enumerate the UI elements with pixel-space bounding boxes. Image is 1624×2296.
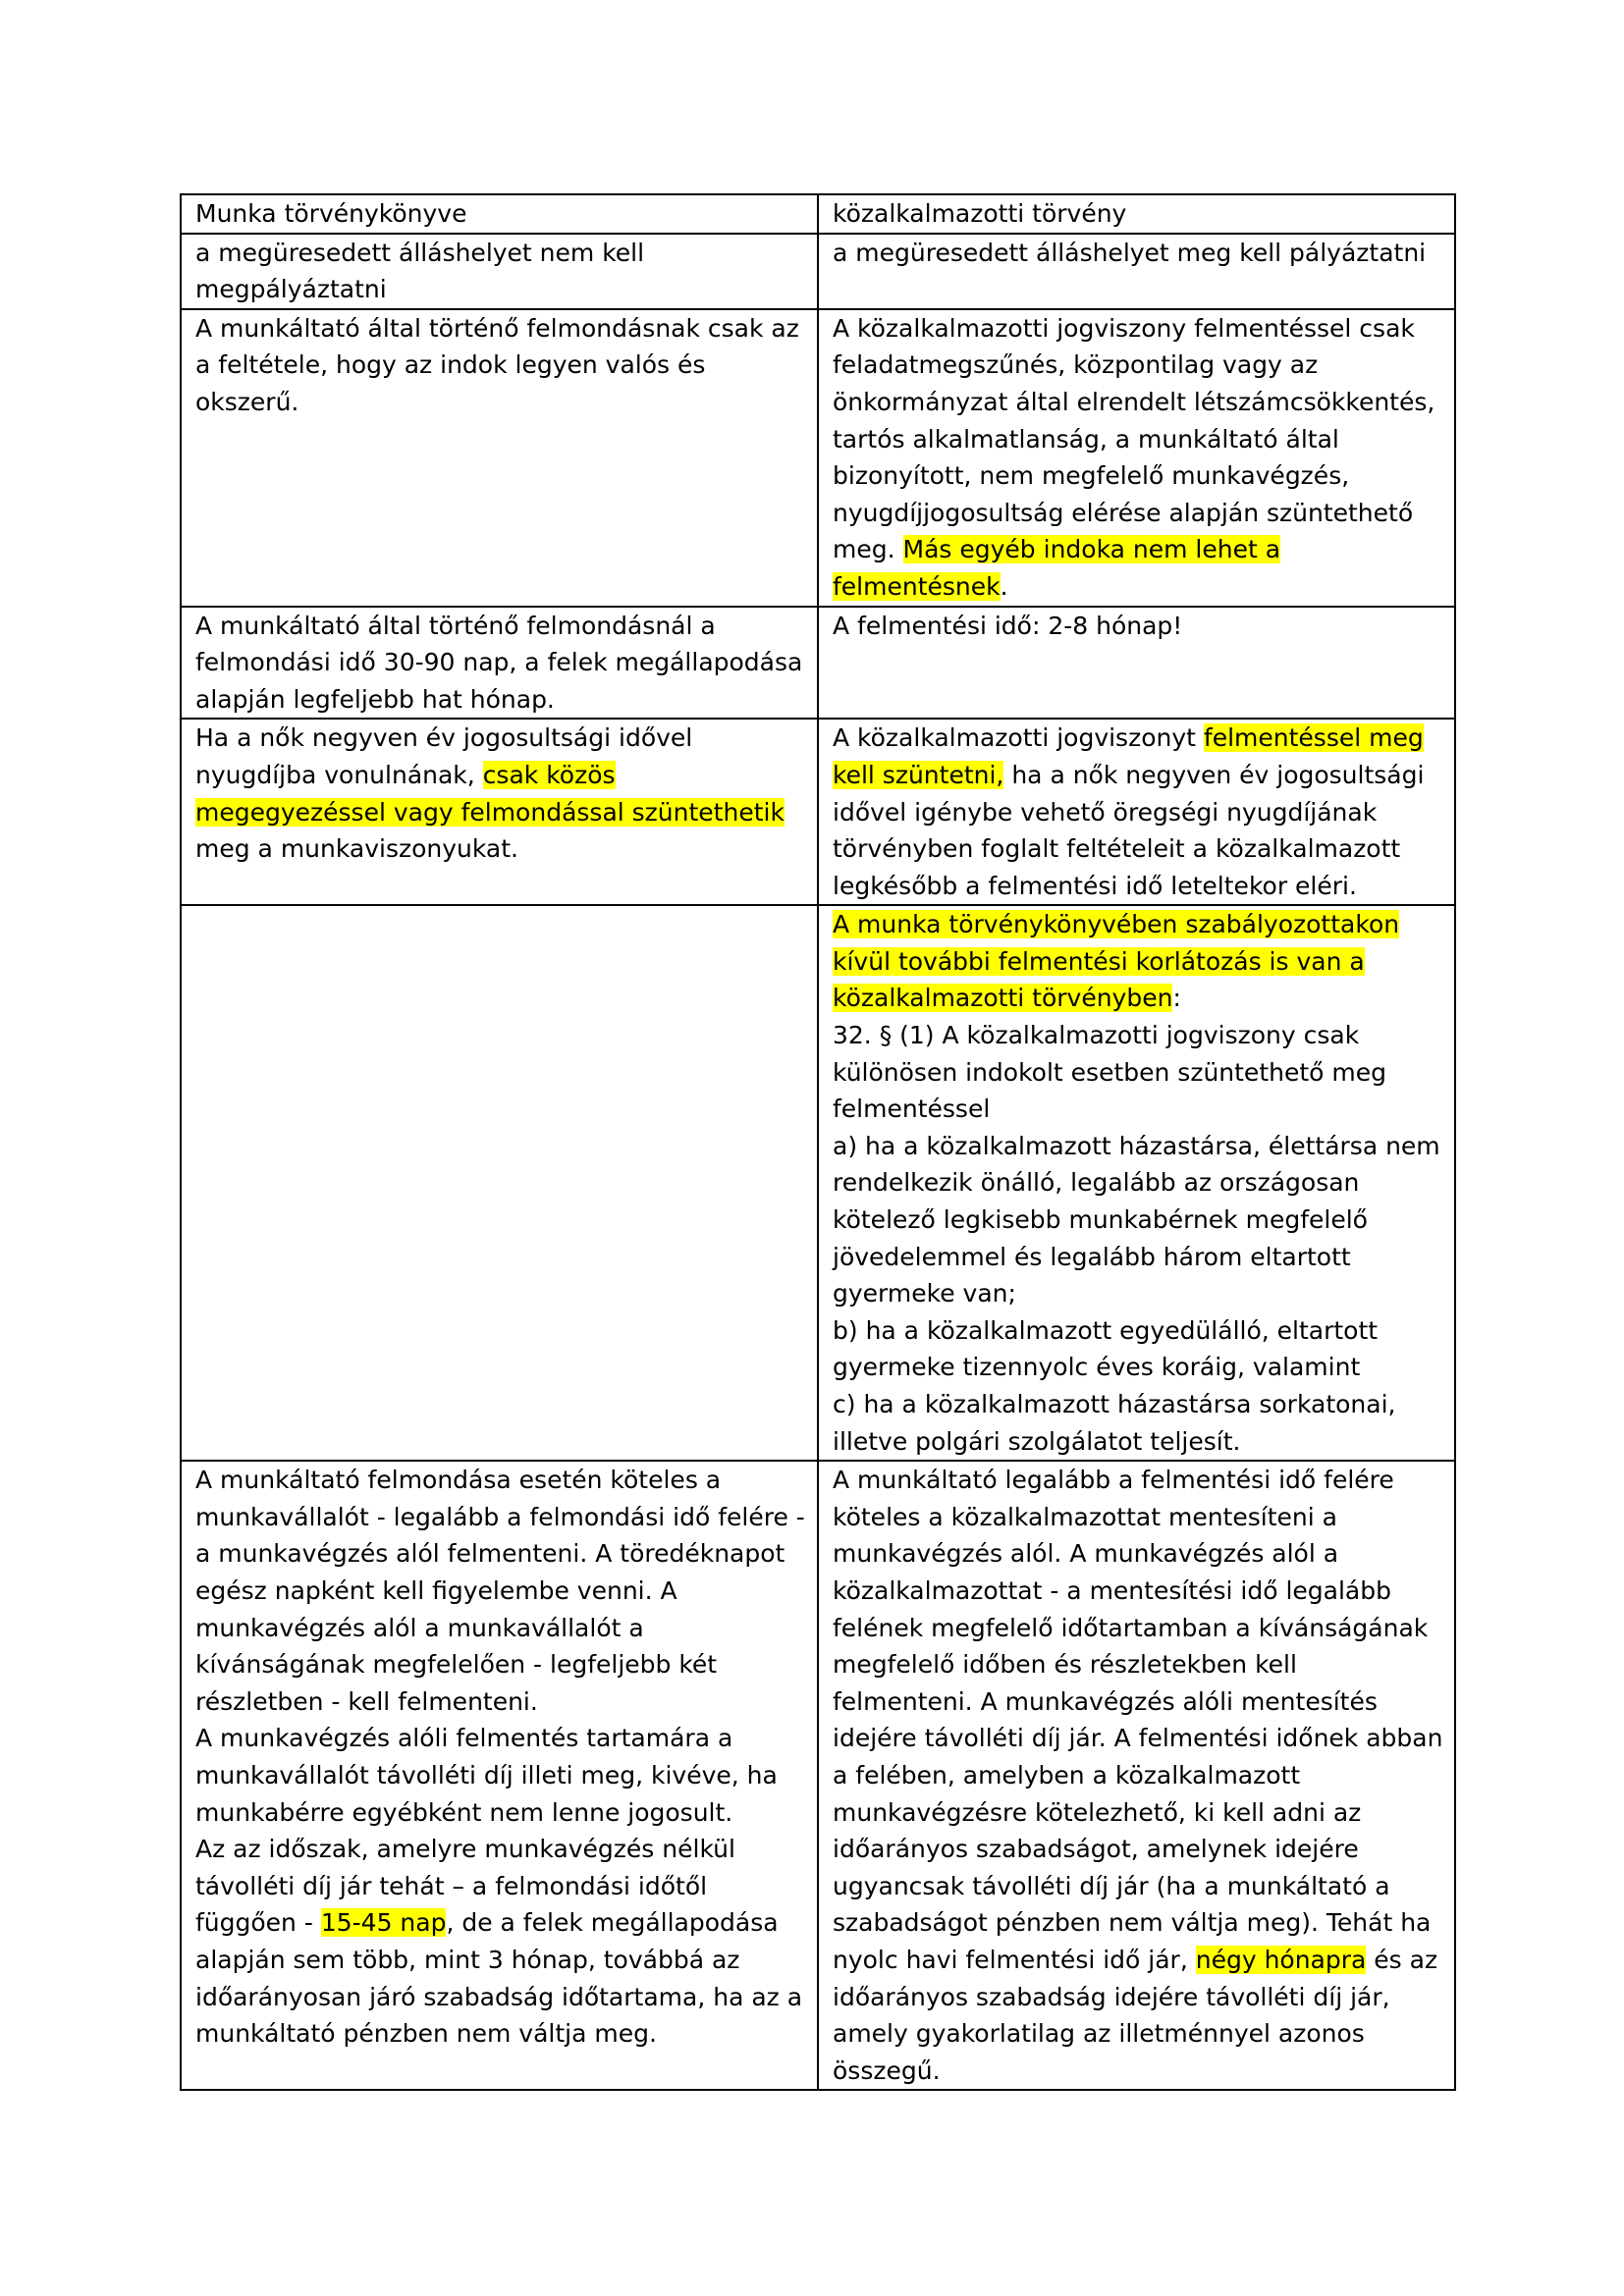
highlighted-text: csak közös megegyezéssel vagy felmondással szüntethetik: [195, 760, 785, 827]
cell-text: Ha a nők negyven év jogosultsági idővel nyugdíjba vonulnának,: [195, 723, 693, 789]
cell-text: meg a munkaviszonyukat.: [195, 834, 518, 864]
table-row: [181, 309, 1455, 607]
cell-text: A közalkalmazotti jogviszony felmentéssel csak feladatmegszűnés, központilag vagy az önkormányzat által elrendelt létszámcsökkentés, tartós alkalmatlanság, a munkáltató által bizonyított, nem megfelelő munkavégzés, nyugdíjjogosultság elérése alapján szüntethető meg.: [833, 313, 1435, 564]
highlighted-text: felmentéssel meg kell szüntetni,: [833, 723, 1424, 789]
table-row: [181, 1461, 1455, 2090]
cell-text: .: [1000, 571, 1008, 601]
cell-left: A munkáltató által történő felmondásnak csak az a feltétele, hogy az indok legyen valós és okszerű.: [181, 309, 818, 607]
paragraph: A munkáltató felmondása esetén köteles a munkavállalót - legalább a felmondási idő felére - a munkavégzés alól felmenteni. A töredéknapot egész napként kell figyelembe venni. A munkavégzés alól a munkavállalót a kívánságának megfelelően - legfeljebb két részletben - kell felmenteni.: [195, 1466, 805, 1716]
cell-right: [818, 1461, 1455, 2090]
table-header-row: [181, 194, 1455, 234]
table-row: [181, 719, 1455, 905]
cell-text: :: [1172, 984, 1181, 1013]
cell-right: [818, 309, 1455, 607]
cell-right: [818, 719, 1455, 905]
cell-left: A munkáltató által történő felmondásnál a felmondási idő 30-90 nap, a felek megállapodása alapján legfeljebb hat hónap.: [181, 607, 818, 720]
cell-text: ha a nők negyven év jogosultsági idővel igénybe vehető öregségi nyugdíjának törvényben foglalt feltételeit a közalkalmazott legkésőbb a felmentési idő leteltekor eléri.: [833, 760, 1425, 900]
cell-text: A munkáltató legalább a felmentési idő felére köteles a közalkalmazottat mentesíteni a munkavégzés alól. A munkavégzés alól a közalkalmazottat - a mentesítési idő legalább felének megfelelő időtartamban a kívánságának megfelelő időben és részletekben kell felmenteni. A munkavégzés alóli mentesítés idejére távolléti díj jár. A felmentési időnek abban a felében, amelyben a közalkalmazott munkavégzésre kötelezhető, ki kell adni az időarányos szabadságot, amelynek idejére ugyancsak távolléti díj jár (ha a munkáltató a szabadságot pénzben nem váltja meg). Tehát ha nyolc havi felmentési idő jár,: [833, 1466, 1443, 1974]
cell-text: , de a felek megállapodása alapján sem több, mint 3 hónap, továbbá az időarányosan járó szabadság időtartama, ha az a munkáltató pénzben nem váltja meg.: [195, 1908, 803, 2049]
cell-text: Az az időszak, amelyre munkavégzés nélkül távolléti díj jár tehát – a felmondási időtől függően -: [195, 1835, 735, 1938]
highlighted-text: A munka törvénykönyvében szabályozottakon kívül további felmentési korlátozás is van a közalkalmazotti törvényben: [833, 910, 1400, 1013]
section-paragraph: 32. § (1) A közalkalmazotti jogviszony csak különösen indokolt esetben szüntethető meg felmentéssel: [833, 1021, 1386, 1124]
cell-left-empty: [181, 905, 818, 1461]
highlighted-text: négy hónapra: [1195, 1946, 1367, 1974]
comparison-table: [180, 193, 1456, 2091]
list-item: c) ha a közalkalmazott házastársa sorkatonai, illetve polgári szolgálatot teljesít.: [833, 1390, 1396, 1456]
cell-right: A felmentési idő: 2-8 hónap!: [818, 607, 1455, 720]
cell-left: [181, 719, 818, 905]
paragraph: [195, 1831, 807, 2053]
cell-right: [818, 905, 1455, 1461]
highlighted-text: Más egyéb indoka nem lehet a felmentésnek: [833, 535, 1281, 601]
table-row: [181, 607, 1455, 720]
list-item: b) ha a közalkalmazott egyedülálló, eltartott gyermeke tizennyolc éves koráig, valamint: [833, 1315, 1379, 1382]
header-cell-right: közalkalmazotti törvény: [818, 194, 1455, 234]
cell-text: A közalkalmazotti jogviszonyt: [833, 723, 1196, 753]
cell-text: és az időarányos szabadság idejére távolléti díj jár, amely gyakorlatilag az illetménnyel azonos összegű.: [833, 1946, 1438, 2085]
highlighted-text: 15-45 nap: [320, 1908, 447, 1938]
paragraph: A munkavégzés alóli felmentés tartamára a munkavállalót távolléti díj illeti meg, kivéve, ha munkabérre egyébként nem lenne jogosult.: [195, 1724, 778, 1827]
cell-left: a megüresedett álláshelyet nem kell megpályáztatni: [181, 234, 818, 309]
table-row: [181, 234, 1455, 309]
cell-left: [181, 1461, 818, 2090]
cell-right: a megüresedett álláshelyet meg kell pályáztatni: [818, 234, 1455, 309]
table-row: [181, 905, 1455, 1461]
header-cell-left: Munka törvénykönyve: [181, 194, 818, 234]
list-item: a) ha a közalkalmazott házastársa, élettársa nem rendelkezik önálló, legalább az országosan kötelező legkisebb munkabérnek megfelelő jövedelemmel és legalább három eltartott gyermeke van;: [833, 1131, 1440, 1308]
